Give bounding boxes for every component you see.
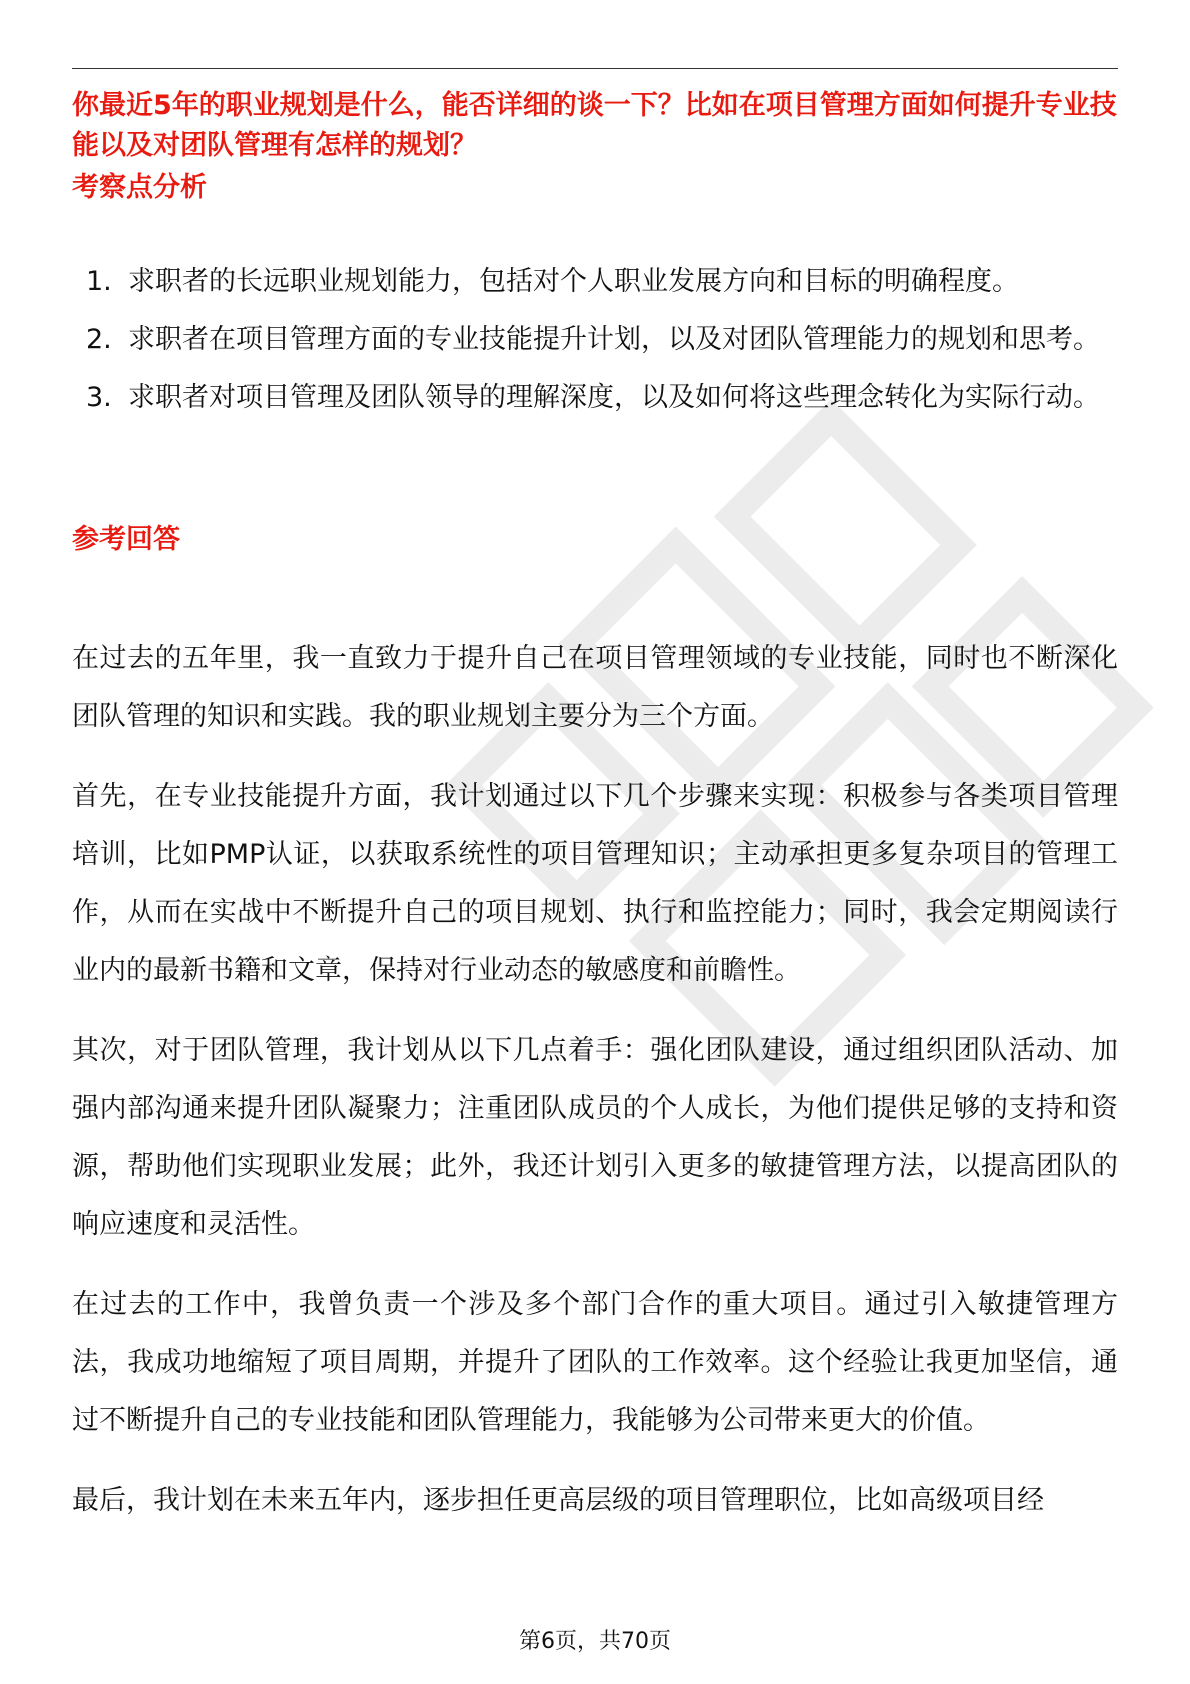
list-item-number: 3. xyxy=(86,382,112,413)
answer-paragraph: 最后，我计划在未来五年内，逐步担任更高层级的项目管理职位，比如高级项目经 xyxy=(72,1485,1044,1516)
analysis-list xyxy=(72,253,1118,427)
page-number: 第6页，共70页 xyxy=(519,1629,671,1654)
answer-paragraph: 在过去的工作中，我曾负责一个涉及多个部门合作的重大项目。通过引入敏捷管理方法，我成功地缩短了项目周期，并提升了团队的工作效率。这个经验让我更加坚信，通过不断提升自己的专业技能和团队管理能力，我能够为公司带来更大的价值。 xyxy=(72,1289,1118,1436)
answer-paragraph: 首先，在专业技能提升方面，我计划通过以下几个步骤来实现：积极参与各类项目管理培训，比如PMP认证，以获取系统性的项目管理知识；主动承担更多复杂项目的管理工作，从而在实战中不断提升自己的项目规划、执行和监控能力；同时，我会定期阅读行业内的最新书籍和文章，保持对行业动态的敏感度和前瞻性。 xyxy=(72,781,1118,986)
analysis-heading: 考察点分析 xyxy=(72,172,207,203)
top-divider xyxy=(72,68,1118,69)
list-item-number: 1. xyxy=(86,266,112,297)
list-item xyxy=(72,253,1118,311)
list-item-number: 2. xyxy=(86,324,112,355)
list-item-text: 求职者的长远职业规划能力，包括对个人职业发展方向和目标的明确程度。 xyxy=(128,266,1019,297)
list-item-text: 求职者在项目管理方面的专业技能提升计划，以及对团队管理能力的规划和思考。 xyxy=(128,324,1100,355)
interview-question: 你最近5年的职业规划是什么，能否详细的谈一下？比如在项目管理方面如何提升专业技能以及对团队管理有怎样的规划？ xyxy=(72,90,1117,161)
list-item-text: 求职者对项目管理及团队领导的理解深度，以及如何将这些理念转化为实际行动。 xyxy=(128,382,1100,413)
list-item xyxy=(72,311,1118,369)
answer-paragraph: 在过去的五年里，我一直致力于提升自己在项目管理领域的专业技能，同时也不断深化团队管理的知识和实践。我的职业规划主要分为三个方面。 xyxy=(72,643,1118,732)
answer-heading: 参考回答 xyxy=(72,524,180,555)
list-item xyxy=(72,369,1118,427)
answer-body xyxy=(72,630,1118,1552)
answer-paragraph: 其次，对于团队管理，我计划从以下几点着手：强化团队建设，通过组织团队活动、加强内部沟通来提升团队凝聚力；注重团队成员的个人成长，为他们提供足够的支持和资源，帮助他们实现职业发展；此外，我还计划引入更多的敏捷管理方法，以提高团队的响应速度和灵活性。 xyxy=(72,1035,1118,1240)
